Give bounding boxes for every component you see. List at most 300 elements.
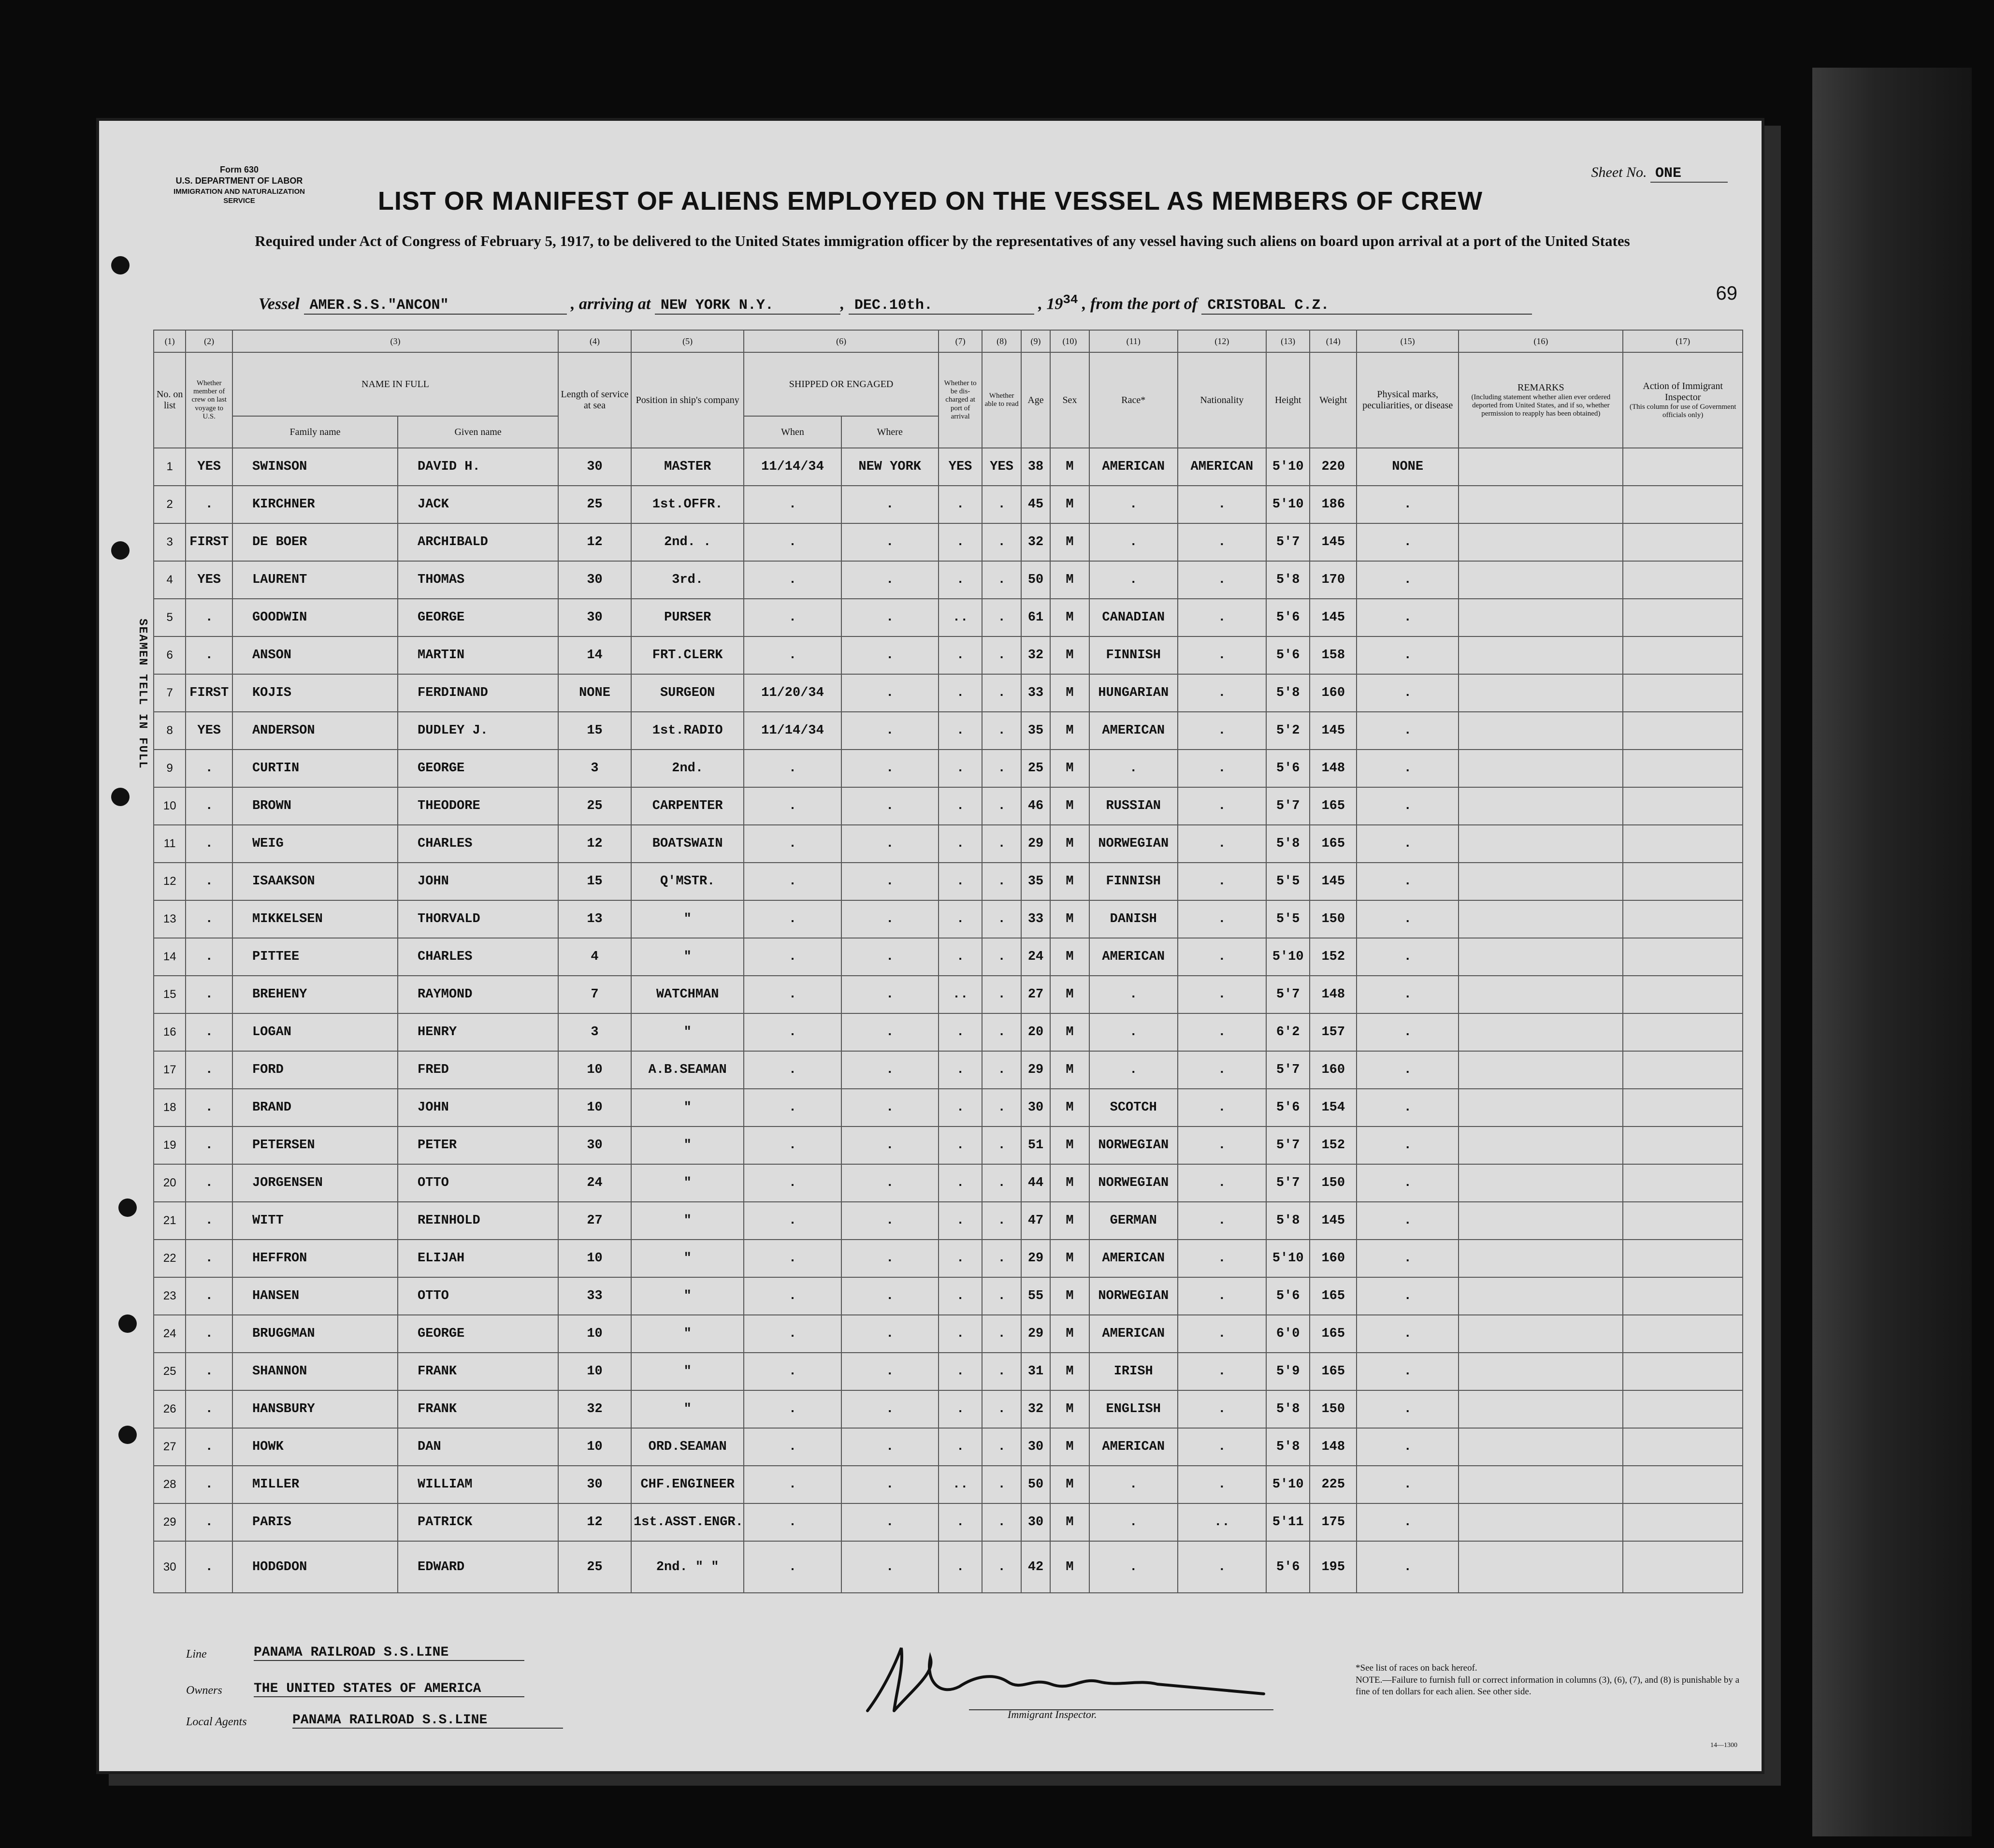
table-row xyxy=(154,1390,1743,1428)
nationality-cell: . xyxy=(1178,636,1266,674)
shipped-when-cell: . xyxy=(744,1089,841,1126)
given-name-cell: FRANK xyxy=(398,1390,558,1428)
column-number: (14) xyxy=(1310,330,1357,352)
sex-cell: M xyxy=(1050,1541,1089,1593)
position-cell: " xyxy=(631,1013,744,1051)
family-name-cell: LOGAN xyxy=(232,1013,398,1051)
family-name-cell: HODGDON xyxy=(232,1541,398,1593)
row-number: 4 xyxy=(154,561,186,599)
family-name-cell: KIRCHNER xyxy=(232,486,398,523)
row-number: 7 xyxy=(154,674,186,712)
nationality-cell: . xyxy=(1178,1089,1266,1126)
age-cell: 31 xyxy=(1021,1353,1050,1390)
owners-value: THE UNITED STATES OF AMERICA xyxy=(254,1681,524,1697)
weight-cell: 145 xyxy=(1310,712,1357,750)
agents-value: PANAMA RAILROAD S.S.LINE xyxy=(292,1713,563,1729)
shipped-where-cell: . xyxy=(841,1428,939,1466)
shipped-where-cell: . xyxy=(841,863,939,900)
remarks-cell xyxy=(1459,938,1623,976)
column-number: (9) xyxy=(1021,330,1050,352)
department-name: U.S. DEPARTMENT OF LABOR xyxy=(175,176,303,186)
age-cell: 20 xyxy=(1021,1013,1050,1051)
shipped-when-cell: . xyxy=(744,1013,841,1051)
service-length-cell: 25 xyxy=(558,787,631,825)
previous-voyage-cell: . xyxy=(186,938,232,976)
able-to-read-cell: . xyxy=(982,599,1021,636)
table-row xyxy=(154,1164,1743,1202)
form-code: 14—1300 xyxy=(1710,1742,1737,1749)
manifest-rows xyxy=(154,448,1743,1593)
able-to-read-cell: . xyxy=(982,1164,1021,1202)
race-cell: DANISH xyxy=(1089,900,1178,938)
height-cell: 5'8 xyxy=(1266,1390,1310,1428)
action-cell xyxy=(1623,1390,1743,1428)
age-cell: 30 xyxy=(1021,1428,1050,1466)
family-name-cell: SWINSON xyxy=(232,448,398,486)
shipped-where-cell: NEW YORK xyxy=(841,448,939,486)
shipped-when-cell: . xyxy=(744,750,841,787)
remarks-cell xyxy=(1459,523,1623,561)
service-length-cell: 10 xyxy=(558,1240,631,1277)
weight-cell: 148 xyxy=(1310,1428,1357,1466)
given-name-cell: EDWARD xyxy=(398,1541,558,1593)
height-cell: 5'7 xyxy=(1266,1126,1310,1164)
weight-cell: 154 xyxy=(1310,1089,1357,1126)
row-number: 1 xyxy=(154,448,186,486)
family-name-cell: KOJIS xyxy=(232,674,398,712)
sheet-number xyxy=(1591,164,1728,183)
position-cell: " xyxy=(631,1315,744,1353)
col-nationality: Nationality xyxy=(1178,352,1266,448)
shipped-where-cell: . xyxy=(841,1503,939,1541)
position-cell: PURSER xyxy=(631,599,744,636)
physical-marks-cell: . xyxy=(1357,1428,1459,1466)
age-cell: 38 xyxy=(1021,448,1050,486)
able-to-read-cell: . xyxy=(982,976,1021,1013)
physical-marks-cell: . xyxy=(1357,636,1459,674)
age-cell: 45 xyxy=(1021,486,1050,523)
table-row xyxy=(154,1202,1743,1240)
given-name-cell: JOHN xyxy=(398,1089,558,1126)
position-cell: " xyxy=(631,1089,744,1126)
sex-cell: M xyxy=(1050,1126,1089,1164)
service-length-cell: 24 xyxy=(558,1164,631,1202)
able-to-read-cell: . xyxy=(982,900,1021,938)
nationality-cell: . xyxy=(1178,750,1266,787)
service-length-cell: 30 xyxy=(558,448,631,486)
discharged-cell: . xyxy=(939,1277,983,1315)
service-length-cell: 27 xyxy=(558,1202,631,1240)
position-cell: " xyxy=(631,1164,744,1202)
given-name-cell: RAYMOND xyxy=(398,976,558,1013)
col-action xyxy=(1623,352,1743,448)
row-number: 16 xyxy=(154,1013,186,1051)
shipped-where-cell: . xyxy=(841,1202,939,1240)
remarks-cell xyxy=(1459,561,1623,599)
family-name-cell: BRUGGMAN xyxy=(232,1315,398,1353)
row-number: 13 xyxy=(154,900,186,938)
remarks-cell xyxy=(1459,448,1623,486)
age-cell: 32 xyxy=(1021,636,1050,674)
sex-cell: M xyxy=(1050,863,1089,900)
row-number: 27 xyxy=(154,1428,186,1466)
column-number: (3) xyxy=(232,330,558,352)
row-number: 11 xyxy=(154,825,186,863)
row-number: 2 xyxy=(154,486,186,523)
family-name-cell: PITTEE xyxy=(232,938,398,976)
shipped-when-cell: . xyxy=(744,1353,841,1390)
nationality-cell: . xyxy=(1178,938,1266,976)
row-number: 25 xyxy=(154,1353,186,1390)
physical-marks-cell: . xyxy=(1357,787,1459,825)
able-to-read-cell: . xyxy=(982,1051,1021,1089)
position-cell: 1st.RADIO xyxy=(631,712,744,750)
shipped-when-cell: . xyxy=(744,1277,841,1315)
remarks-cell xyxy=(1459,825,1623,863)
row-number: 30 xyxy=(154,1541,186,1593)
remarks-title: REMARKS xyxy=(1517,382,1564,393)
weight-cell: 150 xyxy=(1310,1164,1357,1202)
column-number: (13) xyxy=(1266,330,1310,352)
height-cell: 5'8 xyxy=(1266,1428,1310,1466)
family-name-cell: PARIS xyxy=(232,1503,398,1541)
shipped-where-cell: . xyxy=(841,1240,939,1277)
physical-marks-cell: . xyxy=(1357,486,1459,523)
height-cell: 5'7 xyxy=(1266,976,1310,1013)
row-number: 18 xyxy=(154,1089,186,1126)
able-to-read-cell: . xyxy=(982,787,1021,825)
table-row xyxy=(154,1428,1743,1466)
race-cell: . xyxy=(1089,523,1178,561)
physical-marks-cell: . xyxy=(1357,900,1459,938)
position-cell: 2nd. . xyxy=(631,523,744,561)
shipped-when-cell: . xyxy=(744,900,841,938)
shipped-when-cell: . xyxy=(744,599,841,636)
action-title: Action of Immigrant Inspector xyxy=(1643,380,1723,403)
discharged-cell: . xyxy=(939,750,983,787)
action-cell xyxy=(1623,636,1743,674)
column-number: (2) xyxy=(186,330,232,352)
col-physical: Physical marks, peculiarities, or disease xyxy=(1357,352,1459,448)
service-length-cell: 10 xyxy=(558,1051,631,1089)
previous-voyage-cell: . xyxy=(186,1390,232,1428)
action-cell xyxy=(1623,1353,1743,1390)
col-remarks xyxy=(1459,352,1623,448)
family-name-cell: HEFFRON xyxy=(232,1240,398,1277)
given-name-cell: ELIJAH xyxy=(398,1240,558,1277)
service-length-cell: 30 xyxy=(558,599,631,636)
position-cell: A.B.SEAMAN xyxy=(631,1051,744,1089)
race-cell: NORWEGIAN xyxy=(1089,1277,1178,1315)
nationality-cell: . xyxy=(1178,1353,1266,1390)
action-cell xyxy=(1623,1164,1743,1202)
shipped-where-cell: . xyxy=(841,1390,939,1428)
sex-cell: M xyxy=(1050,1240,1089,1277)
position-cell: " xyxy=(631,1353,744,1390)
shipped-when-cell: . xyxy=(744,1390,841,1428)
shipped-when-cell: . xyxy=(744,1051,841,1089)
action-cell xyxy=(1623,448,1743,486)
height-cell: 5'7 xyxy=(1266,1051,1310,1089)
race-cell: GERMAN xyxy=(1089,1202,1178,1240)
previous-voyage-cell: YES xyxy=(186,561,232,599)
height-cell: 5'10 xyxy=(1266,1466,1310,1503)
sex-cell: M xyxy=(1050,1277,1089,1315)
shipped-where-cell: . xyxy=(841,1013,939,1051)
nationality-cell: . xyxy=(1178,1164,1266,1202)
physical-marks-cell: . xyxy=(1357,561,1459,599)
punch-hole xyxy=(111,788,130,806)
able-to-read-cell: . xyxy=(982,938,1021,976)
shipped-when-cell: . xyxy=(744,1164,841,1202)
physical-marks-cell: . xyxy=(1357,712,1459,750)
col-length-service: Length of service at sea xyxy=(558,352,631,448)
weight-cell: 152 xyxy=(1310,1126,1357,1164)
side-stamp: SEAMEN TELL IN FULL xyxy=(136,619,149,769)
height-cell: 5'5 xyxy=(1266,900,1310,938)
position-cell: 1st.ASST.ENGR. xyxy=(631,1503,744,1541)
discharged-cell: . xyxy=(939,1390,983,1428)
sex-cell: M xyxy=(1050,712,1089,750)
family-name-cell: FORD xyxy=(232,1051,398,1089)
age-cell: 61 xyxy=(1021,599,1050,636)
able-to-read-cell: . xyxy=(982,636,1021,674)
shipped-where-cell: . xyxy=(841,1541,939,1593)
sex-cell: M xyxy=(1050,1428,1089,1466)
age-cell: 29 xyxy=(1021,1315,1050,1353)
discharged-cell: . xyxy=(939,863,983,900)
discharged-cell: . xyxy=(939,938,983,976)
age-cell: 32 xyxy=(1021,1390,1050,1428)
manifest-sheet xyxy=(99,121,1762,1771)
nationality-cell: AMERICAN xyxy=(1178,448,1266,486)
column-number: (11) xyxy=(1089,330,1178,352)
nationality-cell: . xyxy=(1178,1466,1266,1503)
remarks-note: (Including statement whether alien ever ordered deported from United States, and if so, whether permission to reapply has been obtained) xyxy=(1471,393,1611,418)
able-to-read-cell: . xyxy=(982,1541,1021,1593)
service-length-cell: 30 xyxy=(558,561,631,599)
sex-cell: M xyxy=(1050,1164,1089,1202)
table-row xyxy=(154,561,1743,599)
column-number-row xyxy=(154,330,1743,352)
shipped-when-cell: . xyxy=(744,561,841,599)
shipped-where-cell: . xyxy=(841,1089,939,1126)
nationality-cell: . xyxy=(1178,1202,1266,1240)
age-cell: 55 xyxy=(1021,1277,1050,1315)
crew-manifest-table xyxy=(153,330,1743,1593)
race-cell: . xyxy=(1089,750,1178,787)
physical-marks-cell: . xyxy=(1357,1353,1459,1390)
table-row xyxy=(154,863,1743,900)
service-length-cell: 12 xyxy=(558,523,631,561)
year-prefix: , 19 xyxy=(1038,295,1063,313)
race-cell: NORWEGIAN xyxy=(1089,1126,1178,1164)
previous-voyage-cell: FIRST xyxy=(186,523,232,561)
height-cell: 5'2 xyxy=(1266,712,1310,750)
discharged-cell: YES xyxy=(939,448,983,486)
table-row xyxy=(154,1353,1743,1390)
sex-cell: M xyxy=(1050,825,1089,863)
row-number: 19 xyxy=(154,1126,186,1164)
sex-cell: M xyxy=(1050,448,1089,486)
previous-voyage-cell: . xyxy=(186,1013,232,1051)
remarks-cell xyxy=(1459,976,1623,1013)
action-cell xyxy=(1623,1541,1743,1593)
position-cell: 2nd. " " xyxy=(631,1541,744,1593)
service-length-cell: 30 xyxy=(558,1466,631,1503)
action-cell xyxy=(1623,976,1743,1013)
action-cell xyxy=(1623,1466,1743,1503)
height-cell: 5'9 xyxy=(1266,1353,1310,1390)
action-cell xyxy=(1623,1503,1743,1541)
nationality-cell: . xyxy=(1178,561,1266,599)
position-cell: Q'MSTR. xyxy=(631,863,744,900)
remarks-cell xyxy=(1459,1164,1623,1202)
nationality-cell: . xyxy=(1178,523,1266,561)
age-cell: 50 xyxy=(1021,561,1050,599)
family-name-cell: GOODWIN xyxy=(232,599,398,636)
position-cell: CARPENTER xyxy=(631,787,744,825)
arriving-label: , arriving at xyxy=(571,295,651,313)
age-cell: 42 xyxy=(1021,1541,1050,1593)
previous-voyage-cell: . xyxy=(186,825,232,863)
physical-marks-cell: . xyxy=(1357,674,1459,712)
race-cell: AMERICAN xyxy=(1089,1315,1178,1353)
remarks-cell xyxy=(1459,1503,1623,1541)
year-suffix: 34 xyxy=(1063,292,1078,307)
physical-marks-cell: . xyxy=(1357,1126,1459,1164)
physical-marks-cell: . xyxy=(1357,1164,1459,1202)
col-discharged: Whether to be dis-charged at port of arrival xyxy=(939,352,983,448)
service-length-cell: 7 xyxy=(558,976,631,1013)
action-cell xyxy=(1623,1089,1743,1126)
table-row xyxy=(154,825,1743,863)
height-cell: 6'2 xyxy=(1266,1013,1310,1051)
remarks-cell xyxy=(1459,1277,1623,1315)
shipped-when-cell: . xyxy=(744,1240,841,1277)
family-name-cell: ISAAKSON xyxy=(232,863,398,900)
sex-cell: M xyxy=(1050,561,1089,599)
sex-cell: M xyxy=(1050,636,1089,674)
physical-marks-cell: . xyxy=(1357,1013,1459,1051)
shipped-where-cell: . xyxy=(841,938,939,976)
able-to-read-cell: . xyxy=(982,1428,1021,1466)
able-to-read-cell: . xyxy=(982,750,1021,787)
action-cell xyxy=(1623,1202,1743,1240)
family-name-cell: SHANNON xyxy=(232,1353,398,1390)
position-cell: " xyxy=(631,1390,744,1428)
race-cell: IRISH xyxy=(1089,1353,1178,1390)
previous-voyage-cell: . xyxy=(186,599,232,636)
able-to-read-cell: . xyxy=(982,1315,1021,1353)
previous-voyage-cell: . xyxy=(186,1541,232,1593)
discharged-cell: . xyxy=(939,561,983,599)
given-name-cell: FRANK xyxy=(398,1353,558,1390)
action-cell xyxy=(1623,599,1743,636)
sex-cell: M xyxy=(1050,523,1089,561)
sex-cell: M xyxy=(1050,674,1089,712)
remarks-cell xyxy=(1459,599,1623,636)
shipped-when-cell: . xyxy=(744,636,841,674)
given-name-cell: DAVID H. xyxy=(398,448,558,486)
action-cell xyxy=(1623,1240,1743,1277)
bureau-name: IMMIGRATION AND NATURALIZATION SERVICE xyxy=(173,187,305,205)
column-number: (17) xyxy=(1623,330,1743,352)
race-cell: NORWEGIAN xyxy=(1089,825,1178,863)
position-cell: " xyxy=(631,938,744,976)
service-length-cell: 10 xyxy=(558,1353,631,1390)
physical-marks-cell: . xyxy=(1357,1315,1459,1353)
sex-cell: M xyxy=(1050,750,1089,787)
discharged-cell: . xyxy=(939,1202,983,1240)
physical-marks-cell: . xyxy=(1357,1541,1459,1593)
agents-row xyxy=(186,1713,488,1729)
able-to-read-cell: . xyxy=(982,825,1021,863)
vessel-line: Vessel AMER.S.S."ANCON" , arriving at NEW YORK N.Y. , DEC.10th. , $19^{34}$ , from the port of CRISTOBAL C.Z. xyxy=(259,292,1704,315)
race-cell: AMERICAN xyxy=(1089,448,1178,486)
physical-marks-cell: . xyxy=(1357,1503,1459,1541)
table-row xyxy=(154,636,1743,674)
discharged-cell: .. xyxy=(939,599,983,636)
table-row xyxy=(154,486,1743,523)
sex-cell: M xyxy=(1050,1051,1089,1089)
remarks-cell xyxy=(1459,1089,1623,1126)
shipped-when-cell: . xyxy=(744,1126,841,1164)
family-name-cell: MILLER xyxy=(232,1466,398,1503)
family-name-cell: ANDERSON xyxy=(232,712,398,750)
remarks-cell xyxy=(1459,712,1623,750)
nationality-cell: .. xyxy=(1178,1503,1266,1541)
shipped-where-cell: . xyxy=(841,900,939,938)
service-length-cell: 15 xyxy=(558,712,631,750)
weight-cell: 165 xyxy=(1310,1315,1357,1353)
weight-cell: 148 xyxy=(1310,750,1357,787)
able-to-read-cell: . xyxy=(982,674,1021,712)
able-to-read-cell: . xyxy=(982,863,1021,900)
position-cell: MASTER xyxy=(631,448,744,486)
given-name-cell: THEODORE xyxy=(398,787,558,825)
race-cell: . xyxy=(1089,1013,1178,1051)
physical-marks-cell: . xyxy=(1357,1390,1459,1428)
remarks-cell xyxy=(1459,674,1623,712)
row-number: 20 xyxy=(154,1164,186,1202)
action-note: (This column for use of Government officials only) xyxy=(1630,403,1736,419)
shipped-where-cell: . xyxy=(841,1051,939,1089)
family-name-cell: WEIG xyxy=(232,825,398,863)
shipped-when-cell: . xyxy=(744,976,841,1013)
age-cell: 47 xyxy=(1021,1202,1050,1240)
column-number: (4) xyxy=(558,330,631,352)
discharged-cell: .. xyxy=(939,976,983,1013)
remarks-cell xyxy=(1459,1541,1623,1593)
able-to-read-cell: . xyxy=(982,1013,1021,1051)
family-name-cell: HANSEN xyxy=(232,1277,398,1315)
binder-edge xyxy=(1812,68,1972,1836)
nationality-cell: . xyxy=(1178,863,1266,900)
nationality-cell: . xyxy=(1178,1277,1266,1315)
document-subtitle: Required under Act of Congress of February 5, 1917, to be delivered to the United States immigration officer by the representatives of any vessel having such aliens on board upon arrival at a port of the United States xyxy=(255,232,1630,249)
punch-hole xyxy=(118,1314,137,1333)
discharged-cell: . xyxy=(939,523,983,561)
discharged-cell: . xyxy=(939,1013,983,1051)
previous-voyage-cell: . xyxy=(186,1126,232,1164)
previous-voyage-cell: . xyxy=(186,1353,232,1390)
given-name-cell: REINHOLD xyxy=(398,1202,558,1240)
race-cell: . xyxy=(1089,561,1178,599)
weight-cell: 160 xyxy=(1310,1240,1357,1277)
row-number: 3 xyxy=(154,523,186,561)
position-cell: 1st.OFFR. xyxy=(631,486,744,523)
